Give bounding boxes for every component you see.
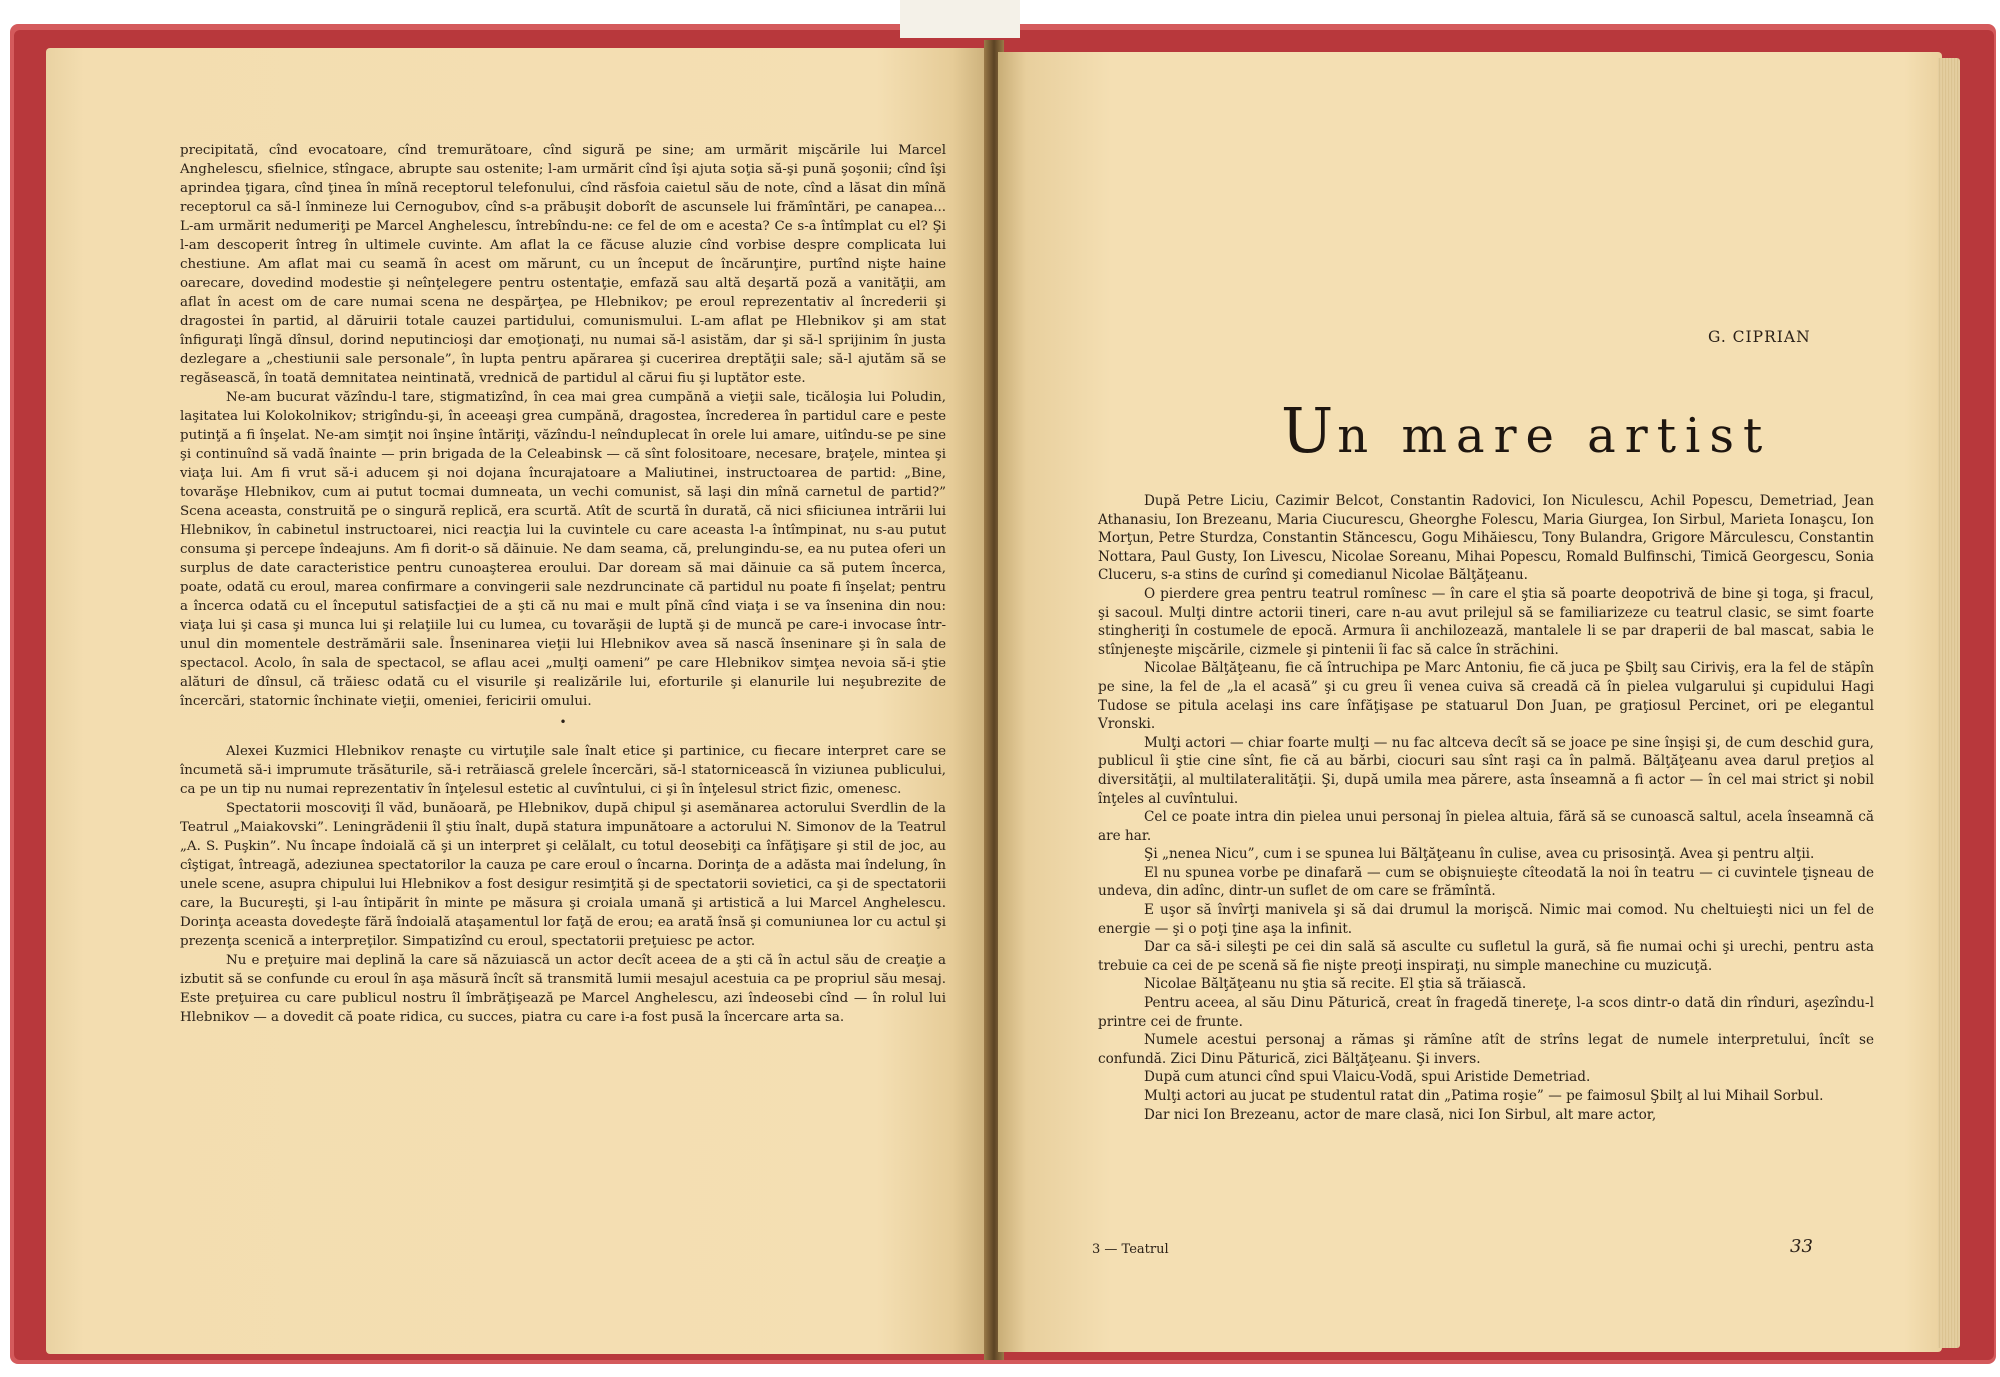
- paragraph: Spectatorii moscoviţi îl văd, bunăoară, pe Hlebnikov, după chipul şi asemănarea actorului Sverdlin de la Teatrul „Maiakovski”. Leningrădenii îl ştiu înalt, după statura impunătoare a actorului N. Simonov de la Teatrul „A. S. Puşkin”. Nu încape îndoială că şi un interpret şi celălalt, cu totul deosebiţi ca înfăţişare şi stil de joc, au cîştigat, întreagă, adeziunea spectatorilor la cauza pe care eroul o încarna. Dorinţa de a adăsta mai îndelung, în unele scene, asupra chipului lui Hlebnikov a fost desigur resimţită şi de spectatorii sovietici, ca şi de spectatorii care, la Bucureşti, şi l-au întipărit în minte pe măsura şi croiala umană şi artistică a lui Marcel Anghelescu. Dorinţa aceasta dovedeşte fără îndoială ataşamentul lor faţă de erou; ea arată însă şi comuniunea lor cu actul şi prezenţa scenică a interpreţilor. Simpatizînd cu eroul, spectatorii preţuiesc pe actor.: [180, 801, 946, 949]
- paragraph: El nu spunea vorbe pe dinafară — cum se obişnuieşte cîteodată la noi în teatru — ci cuvintele ţişneau de undeva, din adînc, dintr-un suflet de om care se frămîntă.: [1098, 864, 1874, 900]
- paragraph: Numele acestui personaj a rămas şi rămîne atît de strîns legat de numele interpretului, încît se confundă. Zici Dinu Păturică, zici Bălţăţeanu. Şi invers.: [1098, 1032, 1874, 1067]
- background-gap: [900, 0, 1020, 38]
- paragraph: Dar ca să-i sileşti pe cei din sală să asculte cu sufletul la gură, să fie numai ochi şi urechi, pentru asta trebuie ca cei de pe scenă să fie nişte preoţi inspiraţi, nu simple manechine cu muzicuţă.: [1098, 939, 1874, 974]
- paragraph: Mulţi actori — chiar foarte mulţi — nu fac altceva decît să se joace pe sine înşişi şi, de cum deschid gura, publicul îi ştie cine sînt, fie că au bărbi, ciocuri sau sînt raşi ca în palmă. Bălţăţeanu avea darul preţios al diversităţii, al multilateralităţii. Şi, după umila mea părere, asta înseamnă a fi actor — în cel mai strict şi nobil înţeles al cuvîntului.: [1098, 734, 1874, 807]
- paragraph: Nicolae Bălţăţeanu, fie că întruchipa pe Marc Antoniu, fie că juca pe Şbilţ sau Ciriviş, era la fel de stăpîn pe sine, la fel de „la el acasă” şi cu greu îi venea cuiva să creadă că în pielea vulgarului şi cupidului Hagi Tudose se pitula acelaşi ins care înfăţişase pe statuarul Don Juan, pe graţiosul Percinet, ori pe elegantul Vronski.: [1098, 660, 1874, 733]
- right-page: [998, 52, 1942, 1352]
- page-edges: [1938, 58, 1960, 1348]
- paragraph: După Petre Liciu, Cazimir Belcot, Constantin Radovici, Ion Niculescu, Achil Popescu, Demetriad, Jean Athanasiu, Ion Brezeanu, Maria Ciucurescu, Gheorghe Folescu, Maria Giurgea, Ion Sirbul, Marieta Ionaşcu, Ion Morţun, Petre Sturdza, Constantin Stăncescu, Gogu Mihăiescu, Tony Bulandra, Grigore Mărculescu, Constantin Nottara, Paul Gusty, Ion Livescu, Nicolae Soreanu, Mihai Popescu, Romald Bulfinschi, Timică Georgescu, Sonia Cluceru, s-a stins de curînd şi comedianul Nicolae Bălţăţeanu.: [1098, 493, 1874, 584]
- left-page-text: [180, 141, 946, 1027]
- left-paragraphs: [180, 141, 946, 711]
- paragraph: Pentru aceea, al său Dinu Păturică, creat în fragedă tinereţe, l-a scos dintr-o dată din rînduri, aşezîndu-l printre cei de frunte.: [1098, 995, 1874, 1030]
- paragraph: Alexei Kuzmici Hlebnikov renaşte cu virtuţile sale înalt etice şi partinice, cu fiecare interpret care se încumetă să-i imprumute trăsăturile, să-i retrăiască grelele încercări, să-l statornicească în viziunea publicului, ca pe un tip nu numai reprezentativ în înţelesul estetic al cuvîntului, ci şi în înţelesul strict fizic, omenesc.: [180, 744, 946, 797]
- title-initial: U: [1281, 394, 1338, 467]
- title-rest: n mare artist: [1337, 408, 1772, 464]
- left-page: [46, 48, 990, 1354]
- section-separator: •: [559, 715, 567, 729]
- paragraph: După cum atunci cînd spui Vlaicu-Vodă, spui Aristide Demetriad.: [1144, 1069, 1591, 1086]
- paragraph: Dar nici Ion Brezeanu, actor de mare clasă, nici Ion Sirbul, alt mare actor,: [1144, 1106, 1657, 1123]
- article-title: [1281, 394, 1771, 467]
- paragraph: Nicolae Bălţăţeanu nu ştia să recite. El ştia să trăiască.: [1144, 976, 1527, 993]
- right-paragraphs: [1098, 492, 1874, 1124]
- paragraph: Şi „nenea Nicu”, cum i se spunea lui Bălţăţeanu în culise, avea cu prisosinţă. Avea şi pentru alţii.: [1144, 846, 1815, 863]
- paragraph: O pierdere grea pentru teatrul romînesc — în care el ştia să poarte deopotrivă de bine şi toga, şi fracul, şi sacoul. Mulţi dintre actorii tineri, care n-au avut prilejul să se familiarizeze cu teatrul clasic, se simt foarte stingheriţi în costumele de epocă. Armura îi anchilozează, mantalele li se par draperii de bal mascat, sabia le stînjeneşte mişcările, cizmele şi pintenii îi fac să calce în străchini.: [1098, 585, 1874, 658]
- paragraph: Cel ce poate intra din pielea unui personaj în pielea altuia, fără să se cunoască saltul, acela înseamnă că are har.: [1098, 809, 1874, 844]
- right-page-text: [1098, 492, 1874, 1124]
- paragraph: Mulţi actori au jucat pe studentul ratat din „Patima roşie” — pe faimosul Şbilţ al lui Mihail Sorbul.: [1144, 1088, 1824, 1104]
- paragraph: Nu e preţuire mai deplină la care să năzuiască un actor decît aceea de a şti că în actul său de creaţie a izbutit să se confunde cu eroul în aşa măsură încît să transmită lumii mesajul acestuia ca pe propriul său mesaj. Este preţuirea cu care publicul nostru îl îmbrăţişează pe Marcel Anghelescu, azi îndeosebi cînd — în rolul lui Hlebnikov — a dovedit că poate ridica, cu succes, piatra cu care i-a fost pusă la încercare arta sa.: [180, 953, 946, 1025]
- article-author: G. CIPRIAN: [1708, 328, 1811, 346]
- left-paragraphs-2: [180, 742, 946, 1027]
- paragraph: Ne-am bucurat văzîndu-l tare, stigmatizînd, în cea mai grea cumpănă a vieţii sale, ticăloşia lui Poludin, laşitatea lui Kolokolnikov; strigîndu-şi, în aceeaşi grea cumpănă, dragostea, încrederea în partidul care e peste putinţă a fi înşelat. Ne-am simţit noi înşine întăriţi, văzîndu-l neînduplecat în orele lui amare, uitîndu-se pe sine şi continuînd să vadă înainte — prin brigada de la Celeabinsk — că sînt folositoare, necesare, braţele, mintea şi viaţa lui. Am fi vrut să-i aducem şi noi dojana încurajatoare a Maliutinei, instructoarea de partid: „Bine, tovarăşe Hlebnikov, cum ai putut tocmai dumneata, un vechi comunist, să laşi din mînă carnetul de partid?” Scena aceasta, construită pe o singură replică, era scurtă. Atît de scurtă în durată, că nici sfiiciunea intrării lui Hlebnikov, în cabinetul instructoarei, nici reacţia lui la cuvintele cu care aceasta l-a întîmpinat, nu s-au putut consuma şi percepe îndeajuns. Am fi dorit-o să dăinuie. Ne dam seama, că, prelungindu-se, ea nu putea oferi un surplus de date caracteristice pentru cunoaşterea eroului. Dar doream să mai dăinuie ca să putem încerca, poate, odată cu eroul, marea confirmare a convingerii sale nezdruncinate că partidul nu poate fi înşelat; pentru a încerca odată cu el începutul satisfacţiei de a şti că nu mai e mult pînă cînd viaţa i se va însenina din nou: viaţa lui şi casa şi munca lui şi relaţiile lui cu lumea, cu tovarăşii de luptă şi de muncă pe care-i invocase într-unul din momentele destrămării sale. Înseninarea vieţii lui Hlebnikov avea să nască înseninare şi în sala de spectacol. Acolo, în sala de spectacol, se aflau acei „mulţi oameni” pe care Hlebnikov simţea nevoia să-i ştie alături de dînsul, că trăiesc odată cu el visurile şi realizările lui, eforturile şi elanurile lui neşubrezite de încercări, statornic închinate vieţii, omeniei, fericirii omului.: [180, 390, 946, 709]
- page-number: 33: [1790, 1236, 1813, 1257]
- paragraph: E uşor să învîrţi manivela şi să dai drumul la morişcă. Nimic mai comod. Nu cheltuieşti nici un fel de energie — şi o poţi ţine aşa la infinit.: [1098, 902, 1874, 937]
- paragraph: precipitată, cînd evocatoare, cînd tremurătoare, cînd sigură pe sine; am urmărit mişcările lui Marcel Anghelescu, sfielnice, stîngace, abrupte sau ostenite; l-am urmărit cînd îşi ajuta soţia să-şi pună şoşonii; cînd îşi aprindea ţigara, cînd ţinea în mînă receptorul telefonului, cînd răsfoia caietul său de note, cînd a lăsat din mînă receptorul ca să-l înmineze lui Cernogubov, cînd s-a prăbuşit doborît de ascunsele lui frămîntări, pe canapea... L-am urmărit nedumeriţi pe Marcel Anghelescu, întrebîndu-ne: ce fel de om e acesta? Ce s-a întîmplat cu el? Şi l-am descoperit întreg în ultimele cuvinte. Am aflat la ce făcuse aluzie cînd vorbise despre complicata lui chestiune. Am aflat mai cu seamă în acest om mărunt, cu un început de încărunţire, purtînd nişte haine oarecare, dovedind modestie şi neînţelegere pentru ostentaţie, emfază sau altă deşartă poză a vanităţii, am aflat în acest om de care numai scena ne despărţea, pe Hlebnikov; pe eroul reprezentativ al încrederii şi dragostei în partid, al dăruirii totale cauzei partidului, comunismului. L-am aflat pe Hlebnikov şi am stat înfiguraţi lîngă dînsul, dorind neputincioşi dar emoţionaţi, nu numai să-l asistăm, dar şi să-l sprijinim în justa dezlegare a „chestiunii sale personale”, în lupta pentru apărarea şi cucerirea dreptăţii sale; să-l ajutăm să se regăsească, în toată demnitatea neintinată, vrednică de partidul al cărui fiu şi luptător este.: [180, 143, 946, 386]
- footer-section-label: 3 — Teatrul: [1092, 1242, 1169, 1257]
